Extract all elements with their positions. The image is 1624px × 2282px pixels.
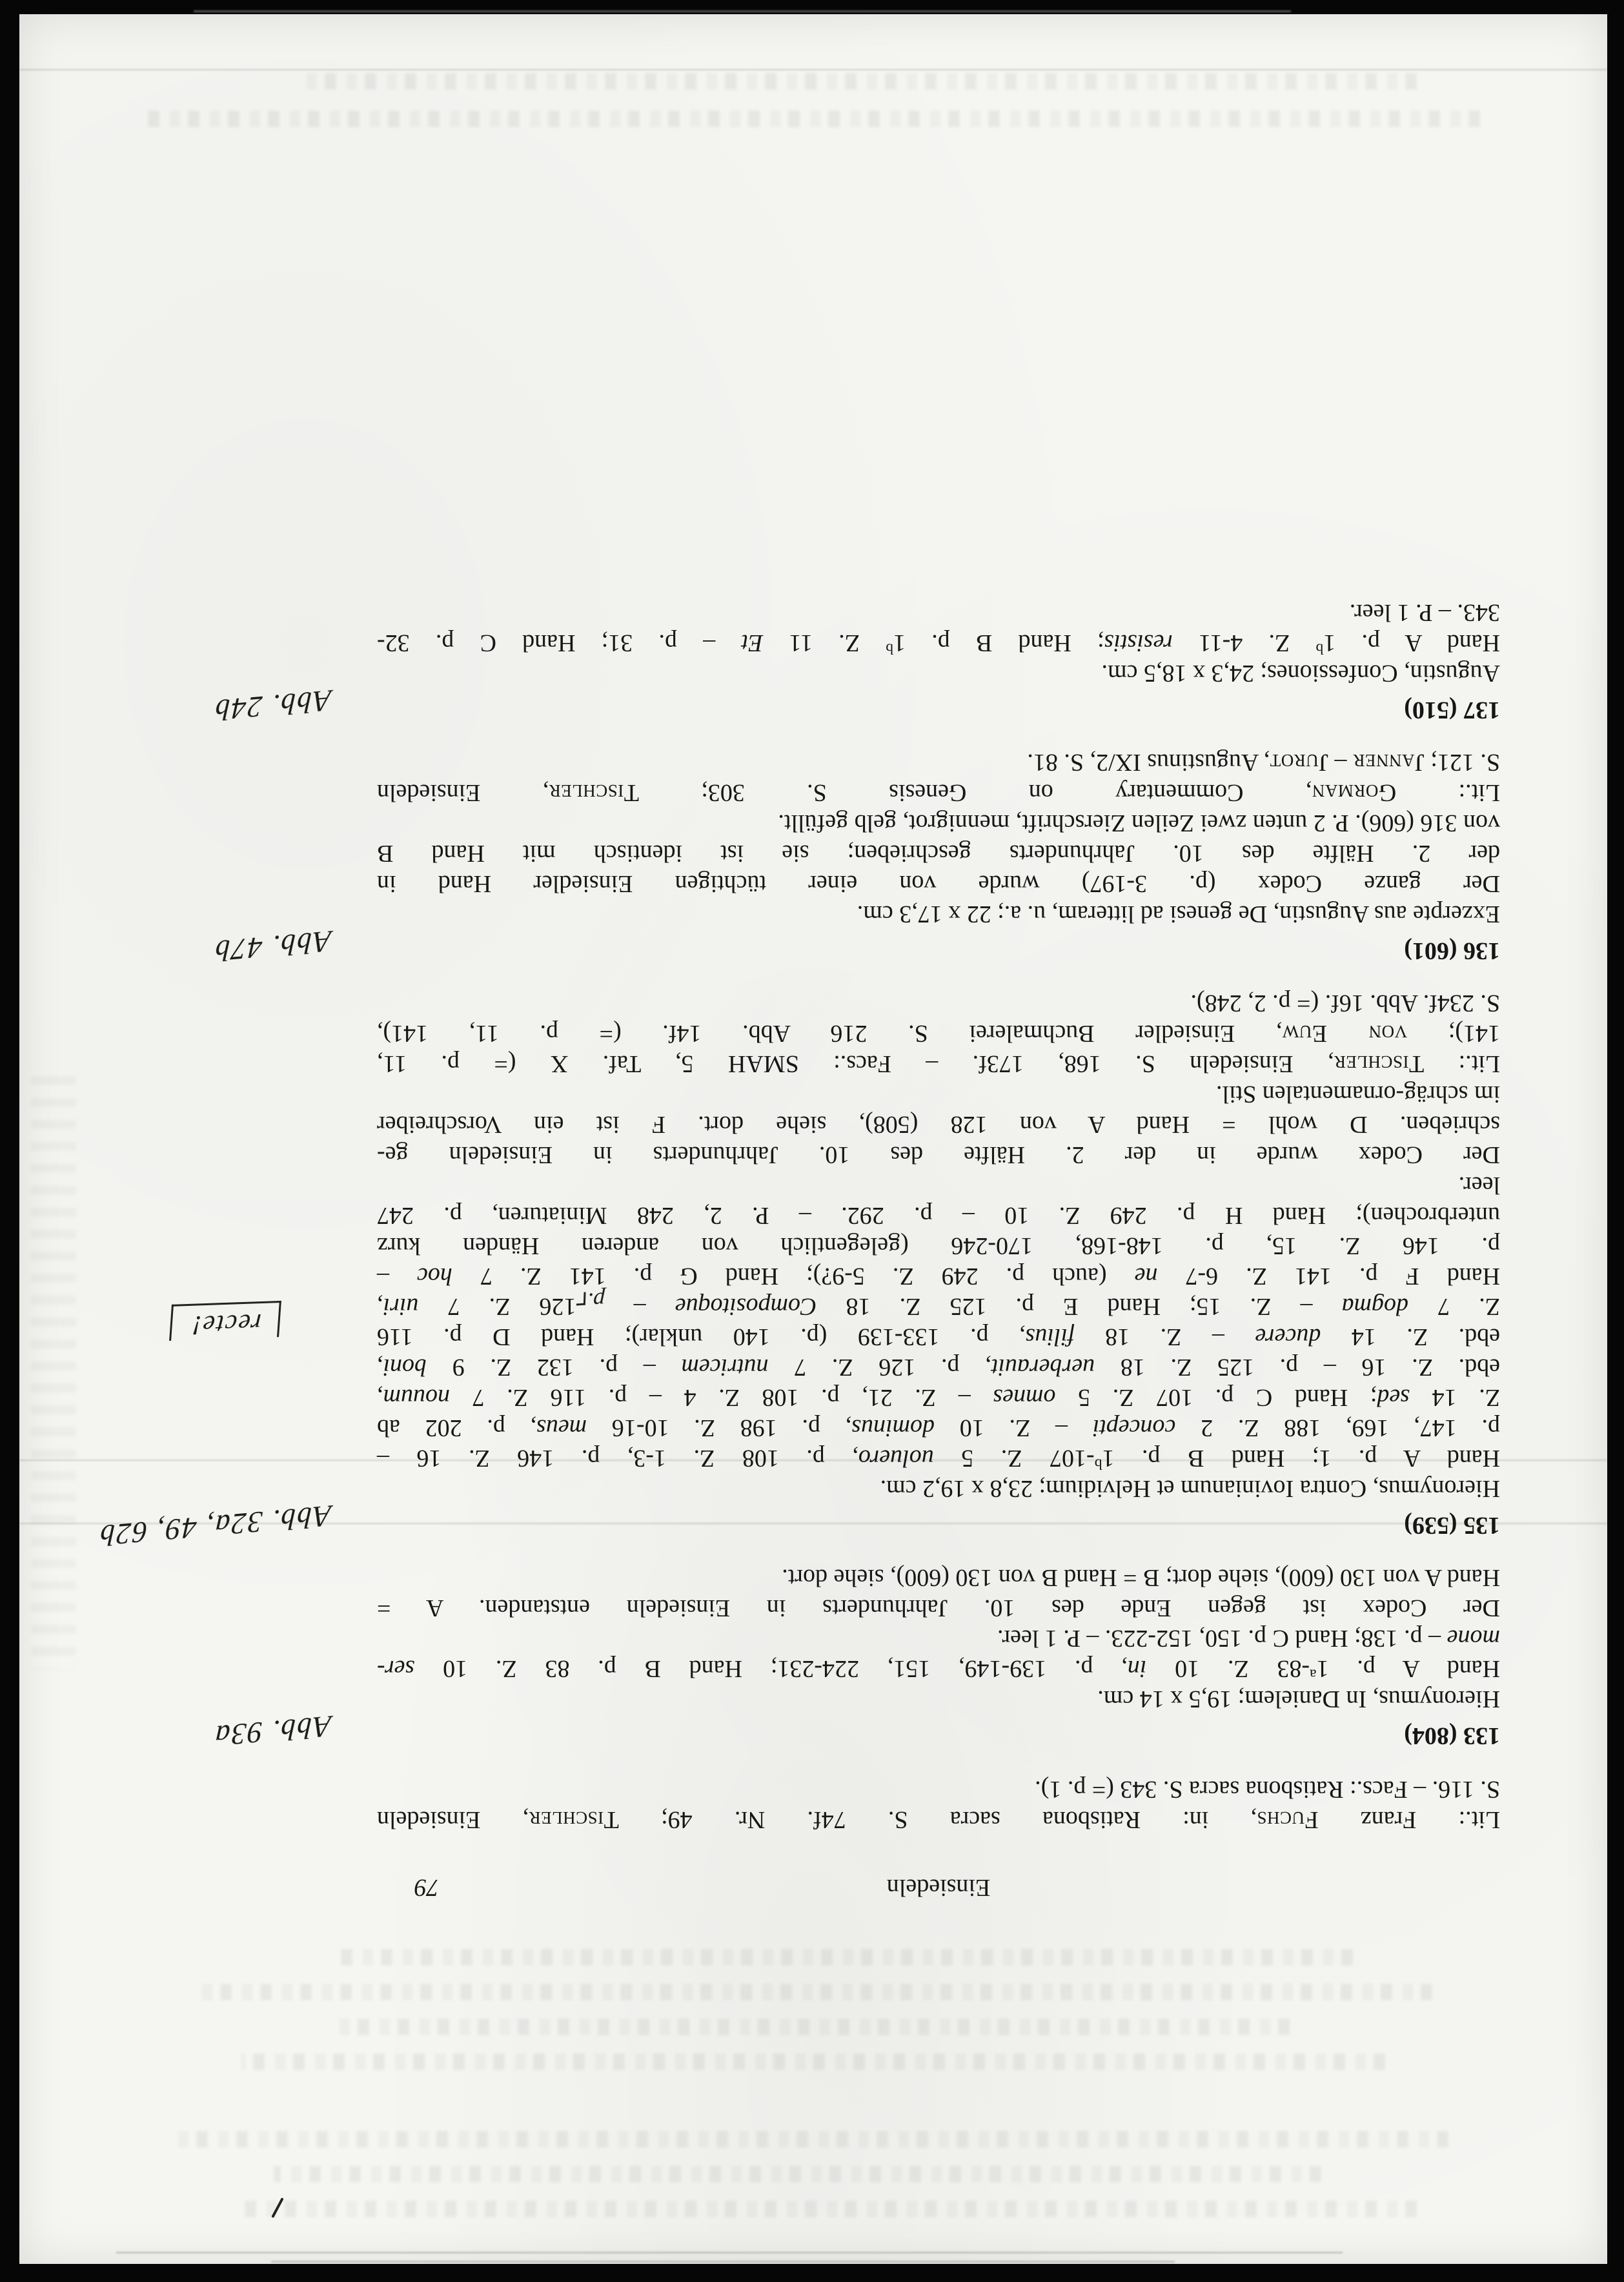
entry-number: 137 (510) — [1404, 697, 1500, 724]
text-line: Z. 14 sed; Hand C p. 107 Z. 5 omnes – Z. 21, p. 108 Z. 4 – p. 116 Z. 7 nouum, — [377, 1384, 1500, 1411]
entry-number: 135 (539) — [1404, 1512, 1500, 1539]
text-line: ebd. Z. 16 – p. 125 Z. 18 uerberauit, p. 126 Z. 7 nutricem – p. 132 Z. 9 boni, — [377, 1354, 1500, 1381]
text-line: 343. – P. 1 leer. — [1349, 599, 1500, 626]
entry-body — [377, 808, 1500, 899]
bleedthrough-artifact — [305, 73, 1417, 90]
catalog-entry-135 — [97, 988, 1500, 1553]
text-line: 141); von Euw, Einsiedler Buchmalerei S. 216 Abb. 14f. (= p. 11, 141), — [377, 1020, 1500, 1047]
catalog-entry-133 — [213, 1562, 1500, 1753]
italic-text: uiri — [383, 1293, 419, 1320]
page-number: 79 — [414, 1874, 439, 1901]
text-line: Lit.: Gorman, Commentary on Genesis S. 303; Tischler, Einsiedeln — [376, 779, 1500, 806]
entry-title: Augustin, Confessiones; 24,3 x 18,5 cm. — [1101, 660, 1500, 687]
margin-annotation-recte: recte! — [169, 1301, 281, 1341]
bleedthrough-artifact — [337, 1949, 1353, 1966]
italic-text: concepti — [1092, 1414, 1176, 1442]
previous-entry-literature — [377, 1774, 1500, 1835]
italic-text: nouum — [383, 1384, 450, 1411]
text-line: Hand A p. 1; Hand B p. 1$^b$-107 Z. 5 uoluero, p. 108 Z. 1-3, p. 146 Z. 16 – — [376, 1445, 1500, 1472]
text-line: der 2. Hälfte des 10. Jahrhunderts geschrieben; sie ist identisch mit Hand B — [377, 840, 1500, 867]
bleedthrough-artifact — [241, 2053, 1385, 2070]
entry-body — [377, 597, 1500, 658]
text-line: Z. 7 dogma – Z. 15; Hand E p. 125 Z. 18 Compositoque – p.126 Z. 7 uiri, — [377, 1291, 1500, 1321]
entry-title: Exzerpte aus Augustin, De genesi ad litteram, u. a.; 22 x 17,3 cm. — [857, 901, 1500, 928]
rotated-scan-content — [19, 14, 1607, 2264]
text-line: im schräg-ornamentalen Stil. — [1215, 1081, 1500, 1108]
italic-text: ducere — [1255, 1323, 1321, 1350]
italic-text: meus — [536, 1414, 587, 1442]
entry-title: Hieronymus, In Danielem; 19,5 x 14 cm. — [1097, 1686, 1500, 1713]
running-title: Einsiedeln — [886, 1874, 991, 1901]
italic-text: mone — [1446, 1625, 1500, 1652]
text-line: mone – p. 138; Hand C p. 150, 152-223. – P. 1 leer. — [997, 1625, 1500, 1652]
italic-text: uerberauit — [991, 1354, 1095, 1381]
text-line: Hand F p. 141 Z. 6-7 ne (auch p. 249 Z. 5-9?); Hand G p. 141 Z. 7 hoc – — [376, 1263, 1500, 1290]
page-header — [377, 1872, 1500, 1902]
italic-text: dominus — [851, 1414, 935, 1442]
entry-number: 133 (804) — [1404, 1722, 1500, 1749]
text-line: schrieben. D wohl = Hand A von 128 (508), siehe dort. F ist ein Vorschreiber — [377, 1111, 1500, 1138]
italic-text: uoluero — [858, 1445, 934, 1472]
text-line: Der Codex ist gegen Ende des 10. Jahrhunderts in Einsiedeln entstanden. A = — [377, 1594, 1500, 1622]
text-line: p. 146 Z. 15, p. 148-168, 170-246 (gelegentlich von anderen Händen kurz — [377, 1232, 1500, 1259]
italic-text: omnes — [993, 1384, 1056, 1411]
italic-text: ne — [1134, 1263, 1158, 1290]
text-line: Hand A von 130 (600), siehe dort; B = Hand B von 130 (600), siehe dort. — [782, 1564, 1500, 1591]
bleedthrough-artifact — [194, 1984, 1433, 2001]
smallcaps-name: Tischler — [549, 779, 639, 806]
entry-title: Hieronymus, Contra Iovinianum et Helvidium; 23,8 x 19,2 cm. — [880, 1475, 1500, 1502]
entry-body — [377, 1079, 1500, 1473]
text-line: Hand A p. 1$^b$ Z. 4-11 resistis; Hand B p. 1$^b$ Z. 11 Et – p. 31; Hand C p. 32- — [377, 629, 1500, 657]
italic-text: in — [1127, 1655, 1147, 1682]
margin-annotation: Abb. 32a, 49, 62b — [97, 1499, 332, 1553]
scanner-streak — [116, 2252, 1343, 2254]
text-line: Der ganze Codex (p. 3-197) wurde von einer tüchtigen Einsiedler Hand in — [377, 870, 1500, 897]
italic-text: dogma — [1341, 1293, 1409, 1320]
text-line: Der Codex wurde in der 2. Hälfte des 10. Jahrhunderts in Einsiedeln ge- — [377, 1141, 1500, 1168]
smallcaps-name: Fuchs — [1257, 1806, 1319, 1833]
italic-text: hoc — [417, 1263, 452, 1290]
superscript: b — [886, 640, 893, 657]
bleedthrough-artifact — [337, 2019, 1290, 2035]
text-line: S. 234f. Abb. 16f. (= p. 2, 248). — [1190, 990, 1500, 1017]
smallcaps-name: Tischler — [1334, 1050, 1425, 1077]
italic-text: Compositoque — [675, 1293, 817, 1320]
bleedthrough-artifact — [147, 110, 1480, 127]
text-line: von 316 (606). P. 2 unten zwei Zeilen Zierschrift, mennigrot, gelb gefüllt. — [778, 810, 1500, 837]
margin-annotation: Abb. 24b — [213, 684, 332, 728]
smallcaps-name: von Euw — [1282, 1020, 1408, 1047]
entry-body — [377, 1562, 1500, 1684]
margin-annotation: Abb. 93a — [213, 1709, 332, 1753]
catalog-entry-137 — [213, 597, 1500, 728]
entry-number: 136 (601) — [1404, 937, 1500, 964]
superscript: b — [1315, 640, 1324, 657]
text-line: unterbrochen); Hand H p. 249 Z. 10 – p. 292. – P. 2, 248 Miniaturen, p. 247 — [377, 1202, 1500, 1229]
bleedthrough-artifact — [178, 2131, 1448, 2148]
superscript: b — [1094, 1455, 1102, 1472]
smallcaps-name: Janner — [1353, 749, 1425, 776]
italic-text: boni — [383, 1354, 427, 1381]
bleedthrough-artifact — [274, 2166, 1322, 2183]
italic-text: resistis — [1104, 629, 1173, 657]
text-column — [97, 597, 1500, 1902]
text-line: leer. — [1458, 1172, 1500, 1199]
scanner-streak — [271, 2261, 1175, 2263]
bleedthrough-artifact — [241, 2201, 1416, 2217]
smallcaps-name: Jurot — [1270, 749, 1328, 776]
smallcaps-name: Tischler — [529, 1806, 619, 1833]
italic-text: sed — [1377, 1384, 1410, 1411]
scanner-streak — [194, 10, 1291, 12]
italic-text: filius — [1025, 1323, 1075, 1350]
margin-annotation: Abb. 47b — [213, 924, 332, 968]
text-line: Lit.: Tischler, Einsiedeln S. 168, 173f. – Facs.: SMAH 5, Taf. X (= p. 11, — [377, 1050, 1500, 1077]
handwritten-insertion: p. — [576, 1285, 605, 1317]
text-line: Lit.: Franz Fuchs, in: Ratisbona sacra S. 74f. Nr. 49; Tischler, Einsiedeln — [376, 1806, 1500, 1833]
entry-literature — [377, 988, 1500, 1079]
smallcaps-name: Gorman — [1312, 779, 1397, 806]
scanner-streak — [19, 69, 1607, 70]
superscript: a — [1310, 1666, 1317, 1683]
catalog-entry-136 — [213, 747, 1500, 968]
text-line: S. 121; Janner – Jurot, Augustinus IX/2, S. 81. — [1027, 749, 1500, 776]
bleedthrough-artifact — [31, 1076, 76, 1670]
italic-text: nutricem — [681, 1354, 769, 1381]
text-line: p. 147, 169, 188 Z. 2 concepti – Z. 10 dominus, p. 198 Z. 10-16 meus, p. 202 ab — [377, 1414, 1500, 1442]
italic-text: ser- — [377, 1655, 415, 1682]
text-line: ebd. Z. 14 ducere – Z. 18 filius, p. 133-139 (p. 140 unklar); Hand D p. 116 — [377, 1323, 1500, 1350]
entry-literature — [377, 747, 1500, 808]
text-line: S. 116. – Facs.: Ratisbona sacra S. 343 (= p. 1). — [1035, 1776, 1500, 1803]
paper-sheet — [19, 14, 1607, 2264]
text-line: Hand A p. 1$^a$-83 Z. 10 in, p. 139-149, 151, 224-231; Hand B p. 83 Z. 10 ser- — [377, 1655, 1500, 1683]
italic-text: Et — [741, 629, 764, 657]
